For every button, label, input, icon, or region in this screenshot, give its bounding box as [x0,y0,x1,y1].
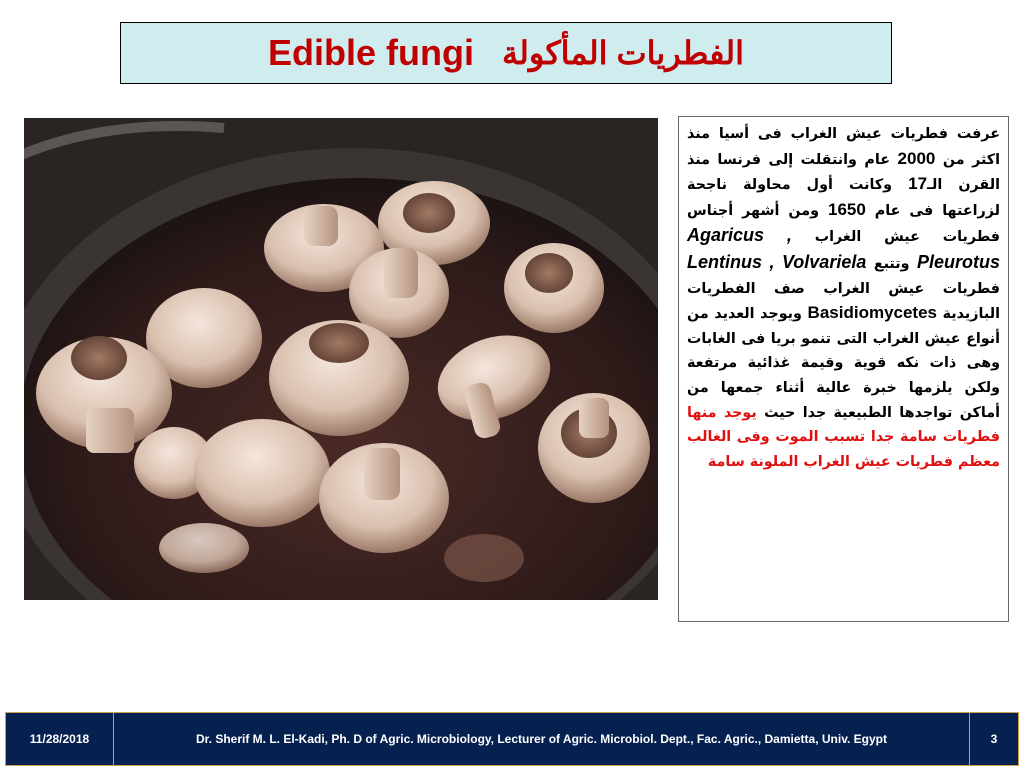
description-part-7: ويوجد العديد من أنواع عيش الغراب التى تنمو بريا فى الغابات وهى ذات نكه قوية وقيمة غذائية مرتفعة ولكن يلزمها خبرة عالية أثناء جمعها من أماكن تواجدها الطبيعية جدا حيث [687,306,1000,421]
description-part-6: فطريات عيش الغراب صف الفطريات البازيدية [687,280,1000,323]
mushroom-photo [24,118,658,600]
description-text-box [678,116,1009,622]
description-part-4: ومن أشهر أجناس فطريات عيش الغراب [687,202,1000,246]
slide-footer [5,712,1019,766]
description-part-3: وكانت أول محاولة ناجحة لزراعتها فى عام [687,177,1000,219]
slide-title-arabic: الفطريات المأكولة [502,35,744,71]
century-17: 17 [908,174,928,194]
slide-title-box [120,22,892,84]
mushroom-photo-illustration [24,118,658,600]
genera-agaricus-pleurotus: Agaricus , Pleurotus [687,225,1001,272]
year-1650: 1650 [827,199,866,219]
footer-page-number: 3 [990,732,998,746]
class-basidiomycetes: Basidiomycetes [807,303,937,323]
description-part-5: وتتبع [873,255,910,272]
description-part-2: عام وانتقلت إلى فرنسا منذ القرن الـ [687,151,1000,194]
genera-lentinus-volvariela: Lentinus , Volvariela [687,251,867,272]
year-count-2000: 2000 [897,148,936,168]
footer-author-credit: Dr. Sherif M. L. El-Kadi, Ph. D of Agric. Microbiology, Lecturer of Agric. Microbiol. Dept., Fac. Agric., Damietta, Univ. Egypt [114,713,970,765]
toxicity-warning: يوجد منها فطريات سامة جدا تسبب الموت وفى الغالب معظم فطريات عيش الغراب الملونة سامة [687,404,1000,470]
description-part-1: عرفت فطريات عيش الغراب فى أسيا منذ اكثر من [687,126,1001,168]
footer-date: 11/28/2018 [6,713,114,765]
slide-title-english: Edible fungi [268,32,474,73]
